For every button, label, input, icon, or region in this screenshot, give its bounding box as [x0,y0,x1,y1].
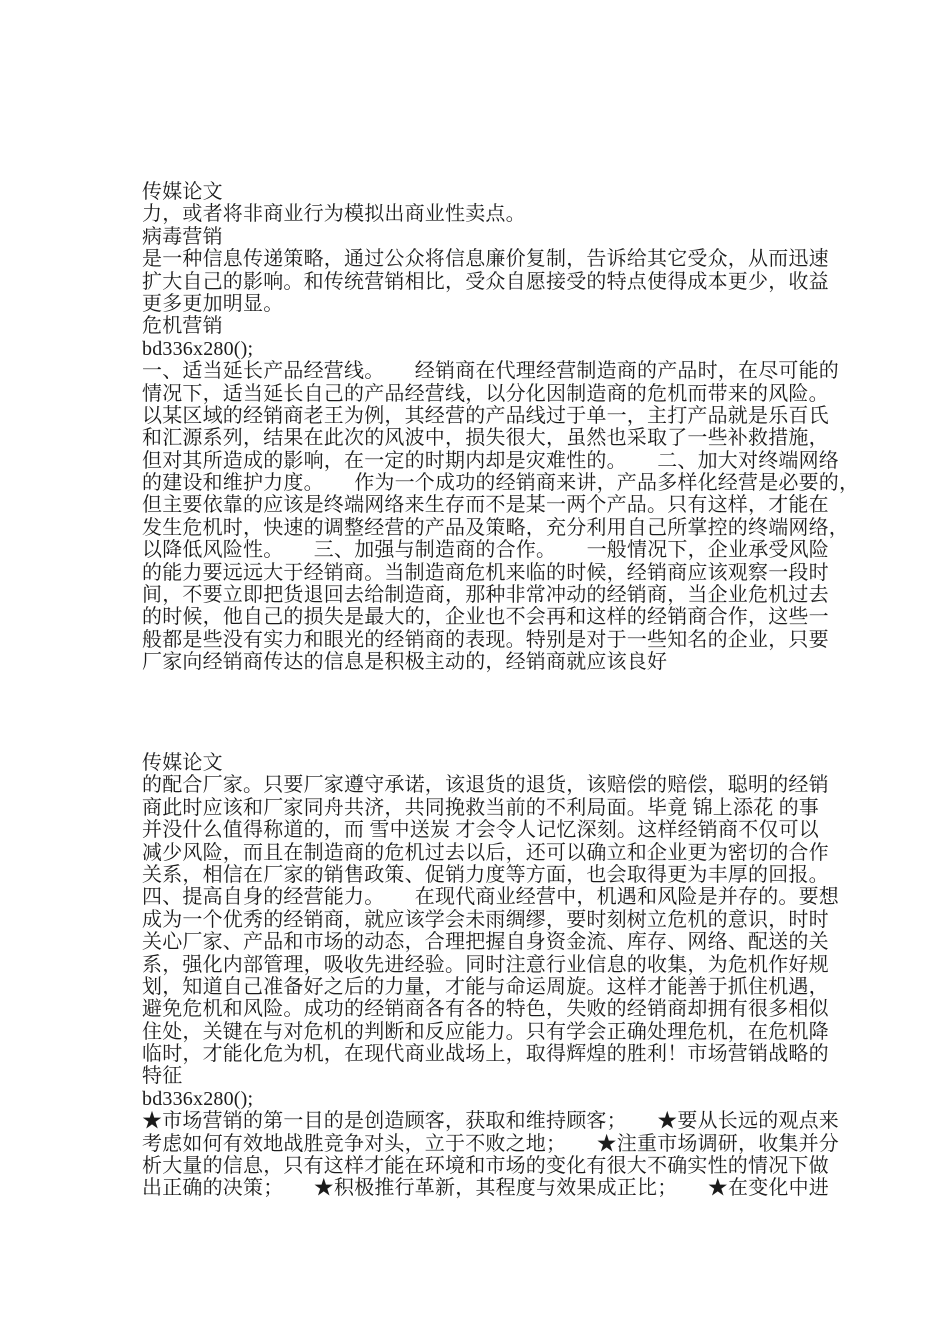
document-page-1-text-block [142,181,862,674]
text-line: 住处，关键在与对危机的判断和反应能力。只有学会正确处理危机，在危机降 [142,1020,829,1043]
text-line: 的建设和维护力度。 作为一个成功的经销商来讲，产品多样化经营是必要的， [142,472,860,495]
text-line: 病毒营销 [142,225,223,248]
text-line: 以降低风险性。 三、加强与制造商的合作。 一般情况下，企业承受风险 [142,539,829,562]
text-line: 情况下，适当延长自己的产品经营线，以分化因制造商的危机而带来的风险。 [142,382,829,405]
text-line: 析大量的信息，只有这样才能在环境和市场的变化有很大不确实性的情况下做 [142,1155,829,1178]
text-line: 是一种信息传递策略，通过公众将信息廉价复制，告诉给其它受众，从而迅速 [142,248,829,271]
text-line: 关系，相信在厂家的销售政策、促销力度等方面，也会取得更为丰厚的回报。 [142,863,829,886]
document-page-2-text-block [142,752,862,1200]
text-line: 特征 [142,1065,183,1088]
text-line: 临时，才能化危为机，在现代商业战场上，取得辉煌的胜利！市场营销战略的 [142,1043,829,1066]
text-line: 间，不要立即把货退回去给制造商，那种非常冲动的经销商，当企业危机过去 [142,584,829,607]
text-line: 发生危机时，快速的调整经营的产品及策略，充分利用自己所掌控的终端网络， [142,516,849,539]
text-line: 危机营销 [142,315,223,338]
text-line: 一、适当延长产品经营线。 经销商在代理经营制造商的产品时，在尽可能的 [142,360,839,383]
text-line: 传媒论文 [142,752,223,774]
text-line: 并没什么值得称道的，而 雪中送炭 才会令人记忆深刻。这样经销商不仅可以 [142,819,819,842]
text-line: 厂家向经销商传达的信息是积极主动的，经销商就应该良好 [142,651,668,674]
text-line: 的时候，他自己的损失是最大的，企业也不会再和这样的经销商合作，这些一 [142,606,829,629]
text-line: 的配合厂家。只要厂家遵守承诺，该退货的退货，该赔偿的赔偿，聪明的经销 [142,774,829,797]
text-line: 系，强化内部管理，吸收先进经验。同时注意行业信息的收集，为危机作好规 [142,953,829,976]
text-line: 成为一个优秀的经销商，就应该学会未雨绸缪，要时刻树立危机的意识，时时 [142,908,829,931]
text-line: 以某区域的经销商老王为例，其经营的产品线过于单一，主打产品就是乐百氏 [142,404,829,427]
text-line: 但对其所造成的影响，在一定的时期内却是灾难性的。 二、加大对终端网络 [142,449,839,472]
text-line: ★市场营销的第一目的是创造顾客，获取和维持顾客； ★要从长远的观点来 [142,1110,839,1133]
text-line: 减少风险，而且在制造商的危机过去以后，还可以确立和企业更为密切的合作 [142,841,829,864]
text-line: 商此时应该和厂家同舟共济，共同挽救当前的不利局面。毕竟 锦上添花 的事 [142,796,819,819]
text-line: 和汇源系列，结果在此次的风波中，损失很大，虽然也采取了一些补救措施， [142,427,829,450]
text-line: 出正确的决策； ★积极推行革新，其程度与效果成正比； ★在变化中进 [142,1177,829,1200]
text-line: 关心厂家、产品和市场的动态，合理把握自身资金流、库存、网络、配送的关 [142,931,829,954]
text-line: 避免危机和风险。成功的经销商各有各的特色，失败的经销商却拥有很多相似 [142,998,829,1021]
text-line: bd336x280(); [142,1087,254,1110]
text-line: 扩大自己的影响。和传统营销相比，受众自愿接受的特点使得成本更少，收益 [142,270,829,293]
text-line: bd336x280(); [142,337,254,360]
text-line: 般都是些没有实力和眼光的经销商的表现。特别是对于一些知名的企业，只要 [142,628,829,651]
text-line: 更多更加明显。 [142,292,284,315]
text-line: 考虑如何有效地战胜竞争对头，立于不败之地； ★注重市场调研，收集并分 [142,1132,839,1155]
text-line: 力，或者将非商业行为模拟出商业性卖点。 [142,203,526,226]
text-line: 四、提高自身的经营能力。 在现代商业经营中，机遇和风险是并存的。要想 [142,886,839,909]
text-line: 传媒论文 [142,181,223,203]
text-line: 的能力要远远大于经销商。当制造商危机来临的时候，经销商应该观察一段时 [142,561,829,584]
text-line: 划，知道自己准备好之后的力量，才能与命运周旋。这样才能善于抓住机遇， [142,975,829,998]
text-line: 但主要依靠的应该是终端网络来生存而不是某一两个产品。只有这样，才能在 [142,494,829,517]
